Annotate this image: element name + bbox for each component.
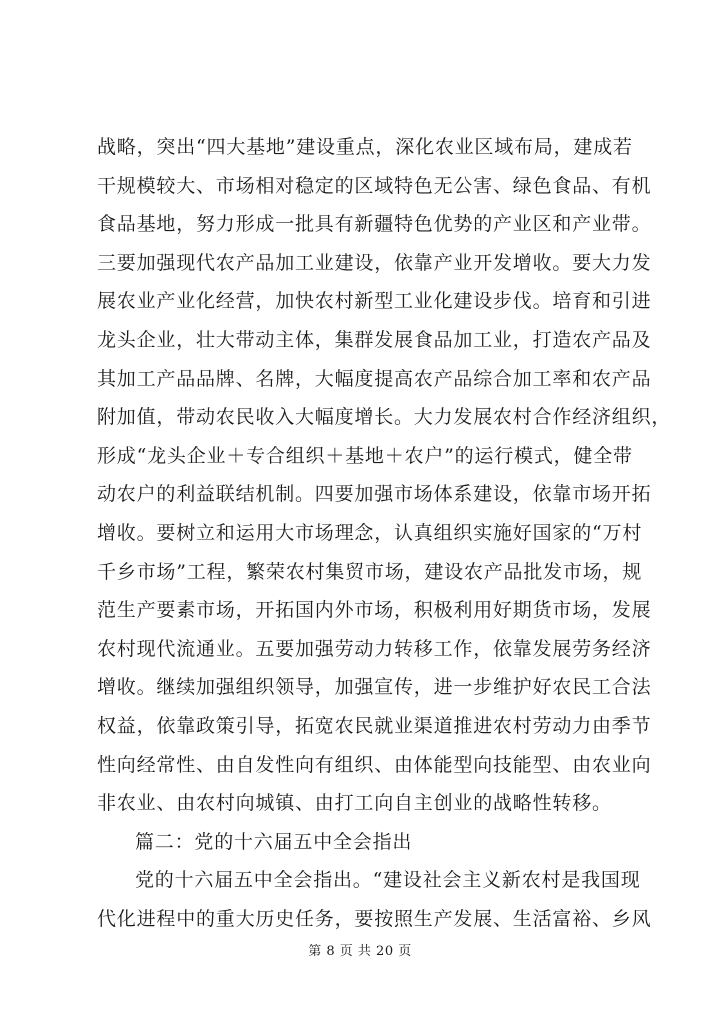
- text-line: 非农业、由农村向城镇、由打工向自主创业的战略性转移。: [97, 792, 612, 815]
- section-heading: 篇二：党的十六届五中全会指出: [135, 830, 413, 853]
- body-text: [97, 128, 672, 938]
- text-line: 三要加强现代农产品加工业建设，依靠产业开发增收。要大力发: [97, 251, 652, 274]
- text-line: 范生产要素市场，开拓国内外市场，积极利用好期货市场，发展: [97, 599, 652, 622]
- text-line: 附加值，带动农民收入大幅度增长。大力发展农村合作经济组织，: [97, 406, 672, 429]
- text-line: 增收。要树立和运用大市场理念，认真组织实施好国家的“万村: [97, 521, 643, 544]
- text-line: 权益，依靠政策引导，拓宽农民就业渠道推进农村劳动力由季节: [97, 714, 652, 737]
- text-line: 千乡市场”工程，繁荣农村集贸市场，建设农产品批发市场，规: [97, 560, 643, 583]
- page-number: 第 8 页 共 20 页: [308, 944, 412, 959]
- text-line: 干规模较大、市场相对稳定的区域特色无公害、绿色食品、有机: [97, 174, 652, 197]
- text-line: 代化进程中的重大历史任务，要按照生产发展、生活富裕、乡风: [97, 907, 652, 930]
- text-line: 战略，突出“四大基地”建设重点，深化农业区域布局，建成若: [97, 136, 633, 158]
- text-line: 党的十六届五中全会指出。“建设社会主义新农村是我国现: [135, 869, 641, 892]
- text-line: 展农业产业化经营，加快农村新型工业化建设步伐。培育和引进: [97, 290, 652, 313]
- text-line: 农村现代流通业。五要加强劳动力转移工作，依靠发展劳务经济: [97, 637, 652, 660]
- text-line: 动农户的利益联结机制。四要加强市场体系建设，依靠市场开拓: [97, 483, 652, 506]
- text-line: 食品基地，努力形成一批具有新疆特色优势的产业区和产业带。: [97, 213, 652, 236]
- text-line: 龙头企业，壮大带动主体，集群发展食品加工业，打造农产品及: [97, 328, 652, 351]
- text-line: 形成“龙头企业＋专合组织＋基地＋农户”的运行模式，健全带: [97, 444, 633, 467]
- text-line: 增收。继续加强组织领导，加强宣传，进一步维护好农民工合法: [97, 676, 652, 699]
- text-line: 性向经常性、由自发性向有组织、由体能型向技能型、由农业向: [97, 753, 652, 776]
- text-line: 其加工产品品牌、名牌，大幅度提高农产品综合加工率和农产品: [97, 367, 652, 390]
